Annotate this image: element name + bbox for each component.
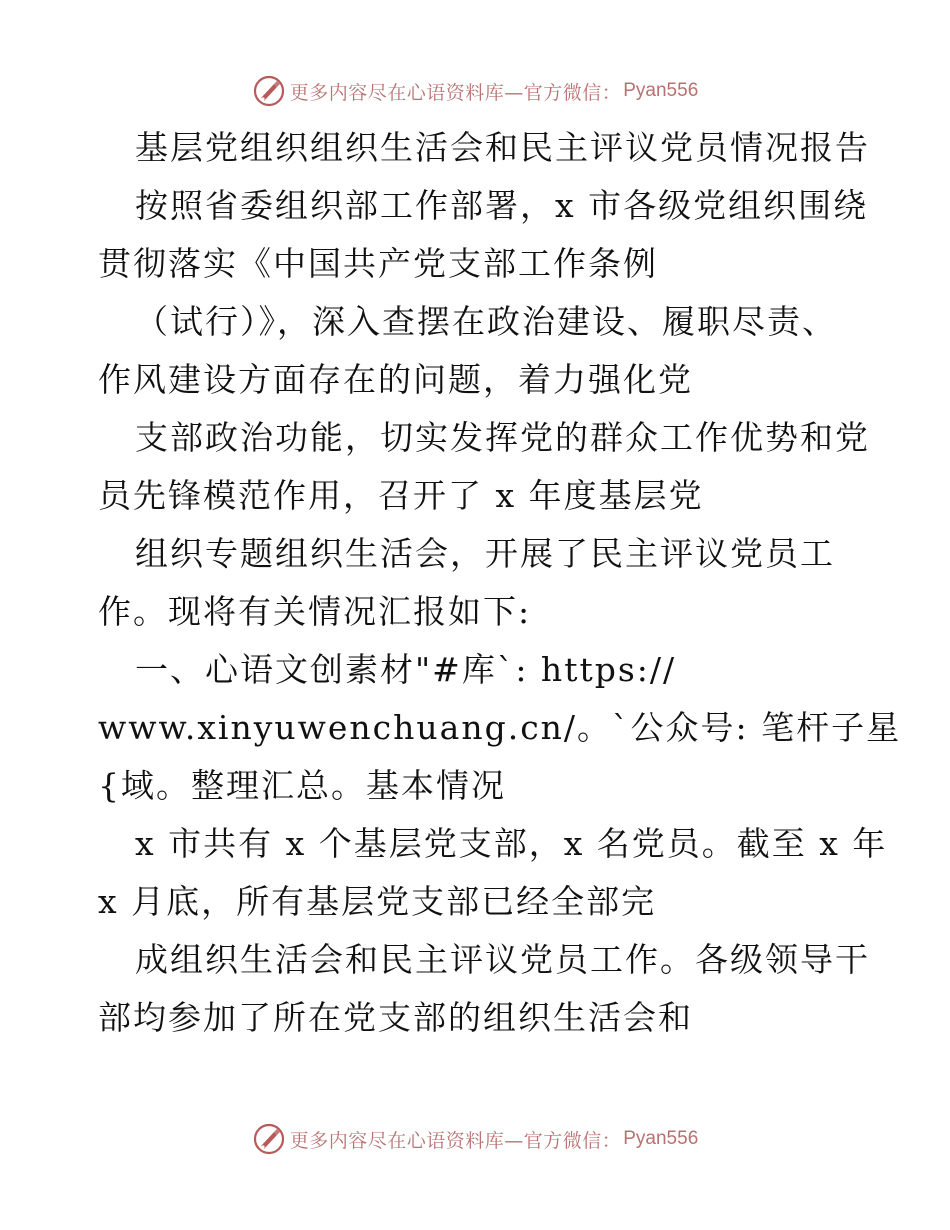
paragraph-line: 员先锋模范作用，召开了 x 年度基层党 — [98, 476, 704, 515]
paragraph-line: 一、心语文创素材"#库`: https:// — [135, 650, 677, 689]
watermark-wechat-id: Pyan556 — [623, 80, 699, 101]
paragraph-line: 贯彻落实《中国共产党支部工作条例 — [98, 244, 658, 283]
paragraph-line: 支部政治功能，切实发挥党的群众工作优势和党 — [135, 418, 870, 457]
paragraph-line: 成组织生活会和民主评议党员工作。各级领导干 — [135, 940, 870, 979]
paragraph-line: 作。现将有关情况汇报如下: — [98, 592, 532, 631]
paragraph-line: www.xinyuwenchuang.cn/。`公众号: 笔杆子星 — [98, 708, 902, 747]
pen-logo-icon — [252, 1122, 286, 1156]
paragraph-line: 按照省委组织部工作部署，x 市各级党组织围绕 — [135, 186, 869, 225]
watermark-text: 更多内容尽在心语资料库—官方微信： — [289, 81, 622, 104]
paragraph-line: {域。整理汇总。基本情况 — [98, 766, 506, 805]
header-watermark — [0, 71, 950, 111]
pen-logo-icon — [252, 74, 286, 108]
watermark-wechat-id: Pyan556 — [623, 1128, 699, 1149]
paragraph-line: 作风建设方面存在的问题，着力强化党 — [98, 360, 693, 399]
document-title: 基层党组织组织生活会和民主评议党员情况报告 — [135, 128, 870, 167]
footer-watermark — [0, 1119, 950, 1159]
paragraph-line: x 月底，所有基层党支部已经全部完 — [98, 882, 657, 921]
paragraph-line: （试行）》，深入查摆在政治建设、履职尽责、 — [135, 302, 837, 341]
paragraph-line: x 市共有 x 个基层党支部，x 名党员。截至 x 年 — [135, 824, 888, 863]
paragraph-line: 部均参加了所在党支部的组织生活会和 — [98, 998, 693, 1037]
paragraph-line: 组织专题组织生活会，开展了民主评议党员工 — [135, 534, 835, 573]
watermark-text: 更多内容尽在心语资料库—官方微信： — [289, 1129, 622, 1152]
